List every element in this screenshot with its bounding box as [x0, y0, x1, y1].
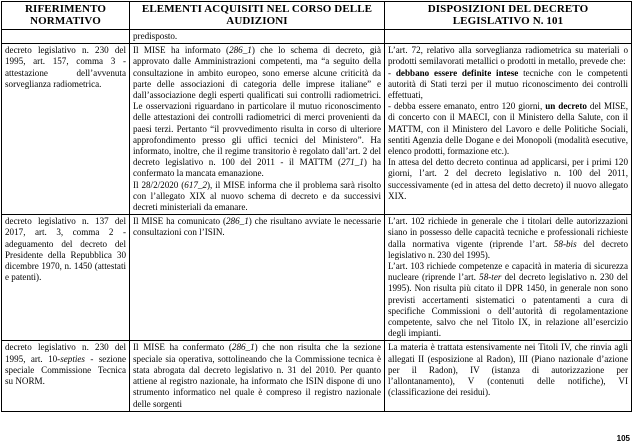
row2-elem-para: Il MISE ha comunicato (286_1) che risultano avviate le necessarie consultazioni con l’ISIN. [133, 216, 381, 238]
row2-disp-para1: L’art. 102 richiede in generale che i titolari delle autorizzazioni siano in possesso delle capacità tecniche e professionali richieste dalla normativa vigente (riprende l’art. 58-bis del decreto legislativo n. 230 del 1995). [388, 216, 629, 260]
row2-riferimento [2, 215, 130, 341]
header-disposizioni-decreto: DISPOSIZIONI DEL DECRETO LEGISLATIVO N. 101 [385, 2, 632, 30]
table-row-continuation [2, 30, 632, 44]
header-elementi-acquisiti: ELEMENTI ACQUISITI NEL CORSO DELLE AUDIZIONI [130, 2, 385, 30]
row1-disp-para1: L’art. 72, relativo alla sorveglianza radiometrica su materiali o prodotti semilavorati metallici o prodotti in metallo, prevede che: [388, 45, 628, 67]
page-number: 105 [616, 434, 630, 443]
table-header-row [2, 2, 632, 30]
continuation-cell: predisposto. [130, 30, 385, 44]
table-row [2, 341, 632, 411]
row2-ref-text: decreto legislativo n. 137 del 2017, art. 3, comma 2 - adeguamento del decreto del Presidente della Repubblica 30 dicembre 1970, n. 1450 (attestati e patenti). [5, 216, 126, 283]
row2-disposizioni [385, 215, 632, 341]
row1-disp-para2: - debbano essere definite intese tecniche con le competenti autorità di Stati terzi per il mutuo riconoscimento dei controlli effettuati, [388, 67, 628, 101]
row1-disp-para3: - debba essere emanato, entro 120 giorni, un decreto del MISE, di concerto con il MAECI, con il Ministero della Salute, con il MATTM, con il Ministero del Lavoro e delle Politiche Sociali, sentiti Agenzia delle Dogane e dei Monopoli (modalità esecutive, elenco prodotti, formazione etc.). [388, 101, 628, 157]
table-row [2, 44, 632, 215]
row2-elementi [130, 215, 385, 341]
continuation-ref-cell [2, 30, 130, 44]
row3-riferimento: decreto legislativo n. 230 del 1995, art. 10-septies - sezione speciale Commissione Tecnica su NORM. [2, 341, 130, 411]
row2-disp-para2: L’art. 103 richiede competenze e capacità in materia di sicurezza nucleare (riprende l’art. 58-ter del decreto legislativo n. 230 del 1995). Non risulta più citato il DPR 1450, in generale non sono previsti accertamenti sistematici o patentamenti a cura di specifiche Commissioni o dell’autorità di regolamentazione competente, salvo che nel Titolo IX, in relazione all’esercizio degli impianti. [388, 261, 628, 339]
table-row [2, 215, 632, 341]
row1-elem-para2: Il 28/2/2020 (617_2), il MISE informa che il problema sarà risolto con l’allegato XIX al nuovo schema di decreto e da successivi decreti ministeriali da emanare. [133, 179, 382, 213]
row1-elem-para1: Il MISE ha informato (286_1) che lo schema di decreto, già approvato dalle Amministrazioni competenti, ma “a seguito della consultazione in ambito europeo, sono emerse alcune criticità da parte delle associazioni di categoria delle imprese italiane” e dall’associazione degli esperti qualificati sui controlli radiometrici. Le osservazioni riguardano in particolare il mutuo riconoscimento delle attestazioni dei controlli radiometrici di merci provenienti da paesi terzi. Pertanto “il provvedimento risulta in corso di ulteriore approfondimento presso gli uffici tecnici del Ministero”. Ha informato, inoltre, che il regime transitorio è regolato dall’art. 2 del decreto legislativo n. 100 del 2011 - il MATTM (271_1) ha confermato la mancata emanazione. [133, 45, 381, 179]
row1-ref-text: decreto legislativo n. 230 del 1995, art. 157, comma 3 - attestazione dell’avvenuta sorveglianza radiometrica. [5, 45, 126, 89]
row1-disp-para4: In attesa del detto decreto continua ad applicarsi, per i primi 120 giorni, l’art. 2 del decreto legislativo n. 100 del 2011, successivamente (ed in attesa del detto decreto) il nuovo allegato XIX. [388, 157, 628, 201]
row1-disposizioni [385, 44, 632, 215]
row3-disposizioni [385, 341, 632, 411]
row3-elementi [130, 341, 385, 411]
row3-elem-para: Il MISE ha confermato (286_1) che non risulta che la sezione speciale sia operativa, sottolineando che la Commissione tecnica è stata abrogata dal decreto legislativo n. 31 del 2010. Per quanto attiene al registro nazionale, ha informato che ISIN dispone di uno strumento informatico nel quale è compreso il registro nazionale delle sorgenti [133, 342, 381, 409]
header-riferimento-normativo: RIFERIMENTO NORMATIVO [2, 2, 130, 30]
row1-riferimento [2, 44, 130, 215]
continuation-disp-cell [385, 30, 632, 44]
row3-disp-para: La materia è trattata estensivamente nei Titoli IV, che rinvia agli allegati II (esposizione al Radon), III (Piano nazionale d’azione per il Radon), IV (istanza di autorizzazione per l’allontanamento), V (contenuti delle notifiche), VI (classificazione dei residui). [388, 342, 628, 398]
norms-table [1, 1, 632, 412]
row1-elementi [130, 44, 385, 215]
